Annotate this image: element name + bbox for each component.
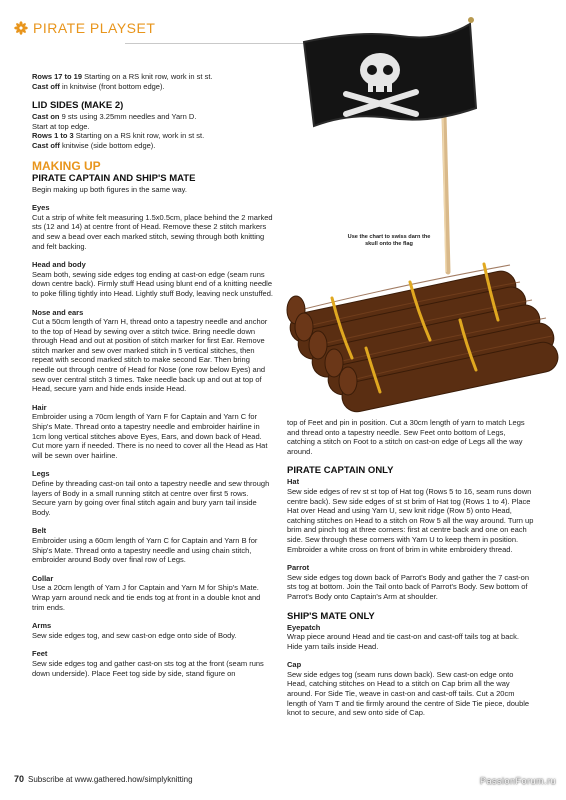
cap-heading: Cap xyxy=(287,660,302,670)
skull-flag xyxy=(304,24,476,126)
lid-start-line: Start at top edge. xyxy=(32,121,90,131)
pirate-raft-photo xyxy=(280,0,566,420)
captain-only-heading: PIRATE CAPTAIN ONLY xyxy=(287,465,394,477)
hat-text: Sew side edges of rev st st top of Hat tog (Rows 5 to 16, seam runs down centre back). Sew side edges of st st brim of Hat tog (Rows 1 to 4). Place Hat over Head and using Yarn U, sew knit ridge (Row 5) onto Head, catching stitches on Head to a stitch on Row 5 all the way around. Turn up brim and pinch tog at three corners: first at centre back and one on each side. Sew through these corners with Yarn U to keep them in position. Embroider a white cross on front of brim in white embroidery thread. xyxy=(287,486,534,554)
photo-caption: Use the chart to swiss darn the skull onto the flag xyxy=(347,234,431,247)
captain-mate-heading: PIRATE CAPTAIN AND SHIP'S MATE xyxy=(32,172,196,184)
lid-rows-label: Rows 1 to 3 xyxy=(32,131,74,141)
legs-heading: Legs xyxy=(32,469,50,479)
eyes-heading: Eyes xyxy=(32,203,50,213)
feet-heading: Feet xyxy=(32,649,48,659)
raft-logs xyxy=(287,264,561,415)
section-header xyxy=(14,20,155,36)
lid-cast-off-label: Cast off xyxy=(32,140,60,150)
lid-sides-heading: LID SIDES (MAKE 2) xyxy=(32,100,124,112)
site-watermark: PassionForum.ru xyxy=(479,776,556,786)
page-footer xyxy=(14,774,193,784)
left-column xyxy=(32,72,274,687)
lid-cast-on-text: 9 sts using 3.25mm needles and Yarn D. xyxy=(59,112,197,122)
head-body-text: Seam both, sewing side edges tog ending at cast-on edge (seam runs down centre back). Firmly stuff Head using blunt end of a knitting needle to poke filling tightly into Head. Lightly stuff Body, leaving neck unstuffed. xyxy=(32,269,273,298)
page-section-title: PIRATE PLAYSET xyxy=(33,20,156,36)
nose-ears-text: Cut a 50cm length of Yarn H, thread onto a tapestry needle and anchor to the top of Head by sewing over a stitch twice. Bring needle down through Head and out at position of stitch marker for first Ear. Remove stitch marker and sew over marked stitch in 5 vertical stitches, then repeat with second marked stitch to make second Ear. Then bring needle out through centre of Head for Nose (one row below Eyes) and sew over central stitch 3 times. Take needle back up and out at top of Head, secure yarn and hide ends inside Head. xyxy=(32,317,268,394)
cast-off-text: in knitwise (front bottom edge). xyxy=(59,81,165,91)
cast-off-line xyxy=(32,82,274,92)
belt-heading: Belt xyxy=(32,526,47,536)
hat-heading: Hat xyxy=(287,477,300,487)
lid-cast-on-label: Cast on xyxy=(32,112,60,122)
hair-heading: Hair xyxy=(32,402,47,412)
nose-ears-heading: Nose and ears xyxy=(32,307,84,317)
collar-text: Use a 20cm length of Yarn J for Captain and Yarn M for Ship's Mate. Wrap yarn around neck and tie ends tog at front in a double knot and trim ends. xyxy=(32,583,261,612)
lid-rows-text: Starting on a RS knit row, work in st st. xyxy=(73,131,205,141)
row-label: Rows 17 to 19 xyxy=(32,72,83,81)
cap-text: Sew side edges tog (seam runs down back). Sew cast-on edge onto Head, catching stitches on Head to a stitch on Cap brim all the way around. For Side Tie, weave in cast-on and cast-off tails. Cut a 20cm length of Yarn T and tie firmly around the centre of Side Tie piece, double knot to secure, and sew onto side of Cap. xyxy=(287,669,530,718)
lid-cast-off-text: knitwise (side bottom edge). xyxy=(59,140,156,150)
arms-text: Sew side edges tog, and sew cast-on edge onto side of Body. xyxy=(32,630,237,640)
row-text: Starting on a RS knit row, work in st st. xyxy=(82,72,213,81)
legs-text: Define by threading cast-on tail onto a tapestry needle and sew through layers of Body in a small running stitch at centre over first 5 rows. Secure yarn by going over final stitch again and bury yarn tail inside Body. xyxy=(32,479,270,517)
cast-off-label: Cast off xyxy=(32,81,60,91)
parrot-text: Sew side edges tog down back of Parrot's Body and gather the 7 cast-on sts tog at bottom. Join the Tail onto back of Parrot's Body. Sew bottom of Parrot's Body onto Captain's Arm at shoulder. xyxy=(287,572,529,601)
flower-icon xyxy=(14,21,28,35)
hair-text: Embroider using a 70cm length of Yarn F for Captain and Yarn C for Ship's Mate. Thread onto a tapestry needle and embroider hairline in 1cm long vertical stitches above Eyes, Ears, and down back of Head. Cut more yarn if needed. There is no need to cover all the Head as Hat will be sewn over hairline. xyxy=(32,412,268,460)
begin-text: Begin making up both figures in the same way. xyxy=(32,184,187,194)
making-up-heading: MAKING UP xyxy=(32,158,101,173)
eyes-text: Cut a strip of white felt measuring 1.5x0.5cm, place behind the 2 marked sts (12 and 14) at centre front of Head. Remove these 2 stitch markers and sew a bead over each marked stitch, sewing through both knitting and felt backing. xyxy=(32,212,273,251)
lid-rows-line xyxy=(32,131,274,141)
lid-cast-off-line xyxy=(32,141,274,151)
parrot-heading: Parrot xyxy=(287,563,310,573)
rows-17-19-line xyxy=(32,72,274,82)
head-body-heading: Head and body xyxy=(32,260,86,270)
feet-continued-text: top of Feet and pin in position. Cut a 30cm length of yarn to match Legs and thread onto a tapestry needle. Sew Feet onto bottom of Legs, catching a stitch on Foot to a stitch on cast-on edge of Legs all the way around. xyxy=(287,418,525,456)
collar-heading: Collar xyxy=(32,573,54,583)
subscribe-link[interactable]: Subscribe at www.gathered.how/simplyknitting xyxy=(28,775,193,784)
mate-only-heading: SHIP'S MATE ONLY xyxy=(287,610,375,622)
right-column xyxy=(287,418,535,727)
feet-text: Sew side edges tog and gather cast-on sts tog at the front (seam runs down underside). Place Feet tog side by side, stand figure on xyxy=(32,658,264,678)
lid-cast-on-line xyxy=(32,112,274,122)
belt-text: Embroider using a 60cm length of Yarn C for Captain and Yarn B for Ship's Mate. Thread onto a tapestry needle and using chain stitch, embroider around Body over final row of Legs. xyxy=(32,535,258,565)
eyepatch-heading: Eyepatch xyxy=(287,622,321,632)
arms-heading: Arms xyxy=(32,621,52,631)
page-number: 70 xyxy=(14,774,25,784)
eyepatch-text: Wrap piece around Head and tie cast-on and cast-off tails tog at back. Hide yarn tails inside Head. xyxy=(287,632,519,651)
